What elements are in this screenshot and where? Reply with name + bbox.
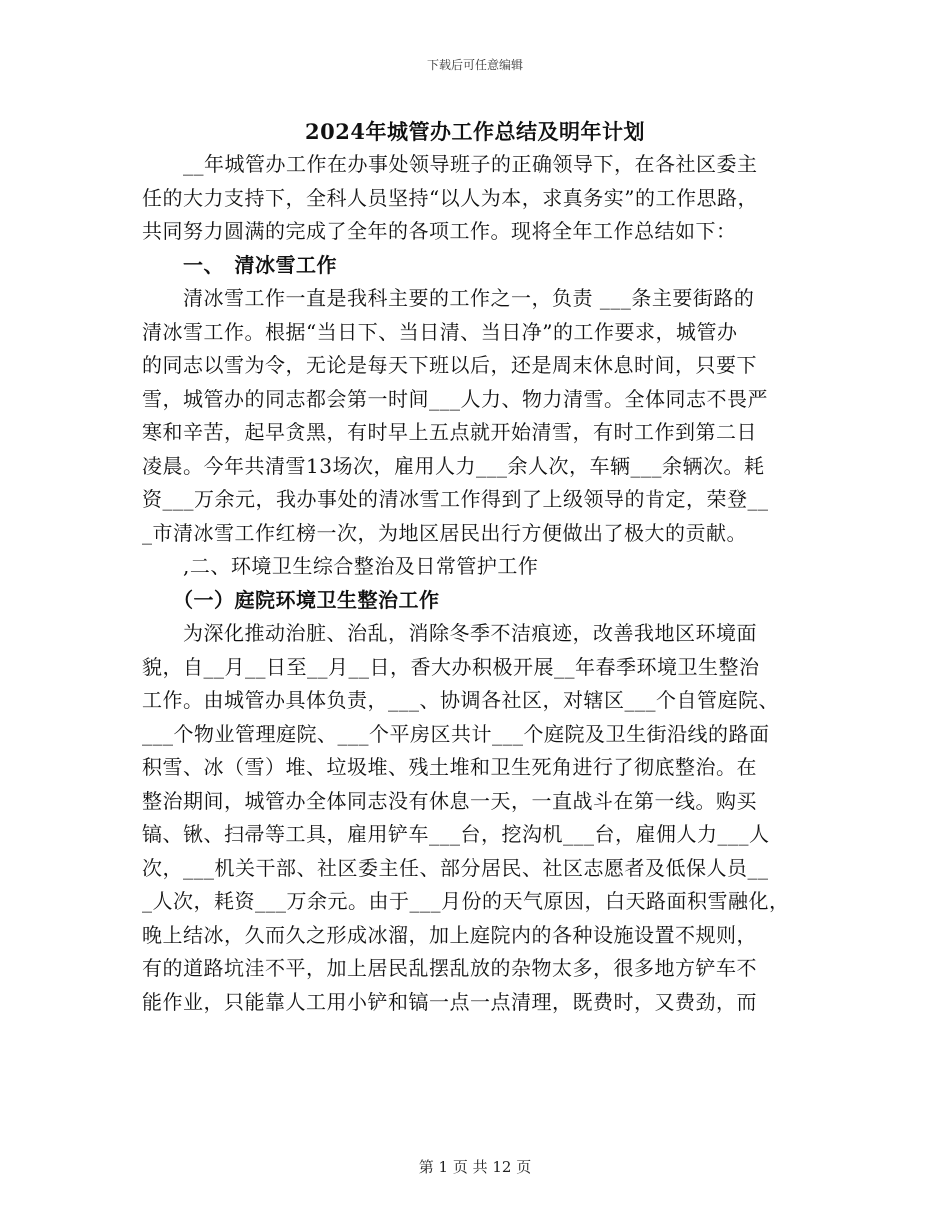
- body-line: 凌晨。今年共清雪13场次，雇用人力___余人次，车辆___余辆次。耗: [142, 453, 765, 478]
- body-line: ___个物业管理庭院、___个平房区共计___个庭院及卫生街沿线的路面: [142, 721, 770, 746]
- subsection-heading-courtyard: （一）庭院环境卫生整治工作: [142, 587, 440, 612]
- body-line: 寒和辛苦，起早贪黑，有时早上五点就开始清雪，有时工作到第二日: [142, 420, 757, 444]
- body-line: 的同志以雪为令，无论是每天下班以后，还是周末休息时间，只要下: [142, 353, 757, 377]
- body-line: 晚上结冰，久而久之形成冰溜，加上庭院内的各种设施设置不规则，: [142, 922, 757, 947]
- body-line: 能作业，只能靠人工用小铲和镐一点一点清理，既费时，又费劲，而: [142, 989, 757, 1014]
- page-header-note: 下载后可任意编辑: [426, 58, 523, 72]
- body-line: _市清冰雪工作红榜一次，为地区居民出行方便做出了极大的贡献。: [142, 520, 747, 545]
- body-line: 资___万余元，我办事处的清冰雪工作得到了上级领导的肯定，荣登__: [142, 487, 769, 511]
- body-line: 积雪、冰（雪）堆、垃圾堆、残土堆和卫生死角进行了彻底整治。在: [142, 755, 757, 779]
- body-line: 次，___机关干部、社区委主任、部分居民、社区志愿者及低保人员__: [142, 855, 769, 880]
- page-number: 第 1 页 共 12 页: [418, 1158, 532, 1176]
- body-line: 雪，城管办的同志都会第一时间___人力、物力清雪。全体同志不畏严: [142, 386, 768, 411]
- section-heading-sanitation: ,二、环境卫生综合整治及日常管护工作: [142, 554, 539, 578]
- body-line: 共同努力圆满的完成了全年的各项工作。现将全年工作总结如下：: [142, 219, 737, 243]
- body-line: __年城管办工作在办事处领导班子的正确领导下，在各社区委主: [142, 152, 758, 176]
- body-line: 为深化推动治脏、治乱，消除冬季不洁痕迹，改善我地区环境面: [142, 621, 757, 645]
- document-title: 2024年城管办工作总结及明年计划: [305, 119, 645, 144]
- body-line: 镐、锹、扫帚等工具，雇用铲车___台，挖沟机___台，雇佣人力___人: [142, 822, 770, 846]
- body-line: 整治期间，城管办全体同志没有休息一天，一直战斗在第一线。购买: [142, 788, 757, 813]
- body-line: 清冰雪工作。根据“当日下、当日清、当日净”的工作要求，城管办: [142, 319, 738, 344]
- section-heading-snow-clearing: 一、 清冰雪工作: [142, 252, 337, 277]
- body-line: _人次，耗资___万余元。由于___月份的天气原因，白天路面积雪融化，: [142, 889, 790, 913]
- document-body: [142, 148, 810, 1019]
- body-line: 有的道路坑洼不平，加上居民乱摆乱放的杂物太多，很多地方铲车不: [142, 956, 757, 980]
- body-line: 任的大力支持下，全科人员坚持“以人为本，求真务实”的工作思路，: [142, 185, 758, 210]
- body-line: 清冰雪工作一直是我科主要的工作之一，负责 ___条主要街路的: [142, 286, 755, 310]
- body-line: 工作。由城管办具体负责，___、协调各社区，对辖区___个自管庭院、: [142, 688, 779, 712]
- body-line: 貌，自__月__日至__月__日，香大办积极开展__年春季环境卫生整治: [142, 654, 760, 679]
